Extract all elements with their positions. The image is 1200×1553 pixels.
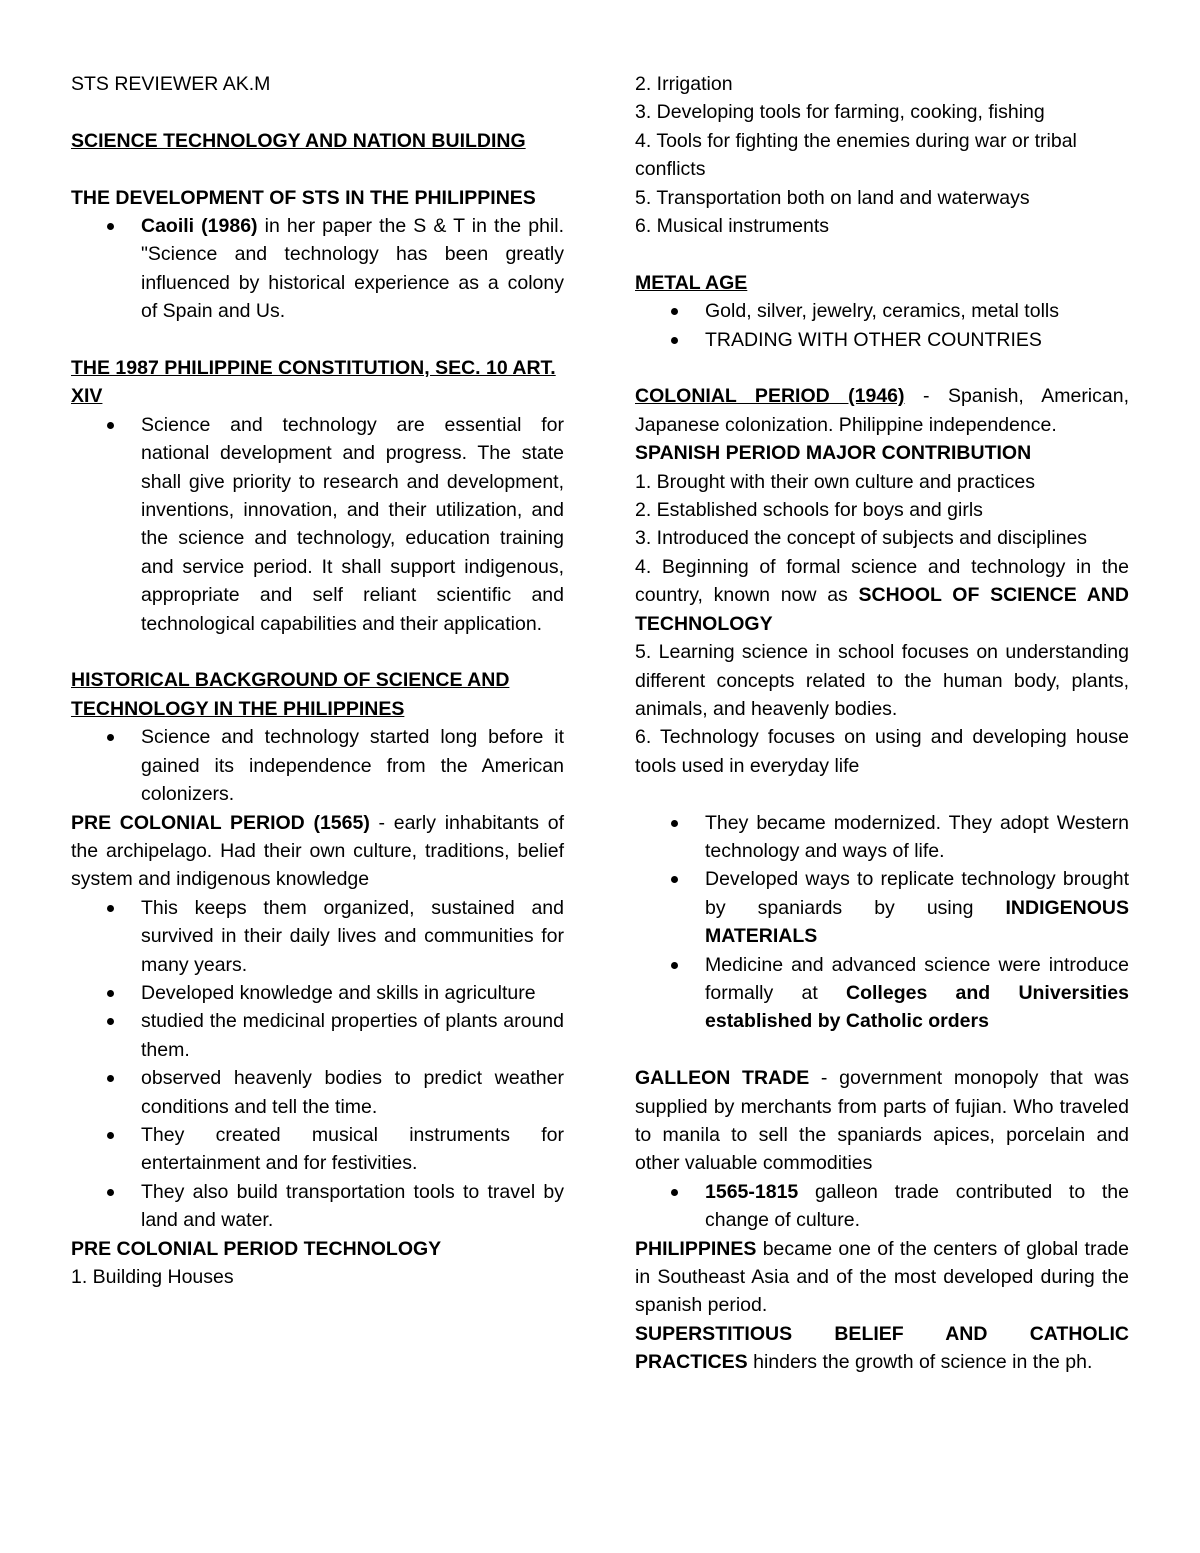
list-item: studied the medicinal properties of plants around them. bbox=[141, 1007, 564, 1064]
paragraph-text: hinders the growth of science in the ph. bbox=[747, 1351, 1093, 1374]
numbered-item: 6. Technology focuses on using and developing house tools used in everyday life bbox=[635, 726, 1129, 777]
bold-text: 1565-1815 bbox=[705, 1180, 799, 1203]
list-item: Gold, silver, jewelry, ceramics, metal tolls bbox=[705, 297, 1129, 325]
constitution-list bbox=[71, 411, 564, 638]
list-item: TRADING WITH OTHER COUNTRIES bbox=[705, 326, 1129, 354]
section-title-nation-building: SCIENCE TECHNOLOGY AND NATION BUILDING bbox=[71, 129, 526, 152]
numbered-item bbox=[635, 553, 1129, 638]
item-text: in her paper the S & T in the phil. "Science and technology has been greatly influenced by historical experience as a colony of Spain and Us. bbox=[141, 215, 564, 323]
list-item: They created musical instruments for entertainment and for festivities. bbox=[141, 1121, 564, 1178]
numbered-item: 1. Brought with their own culture and practices bbox=[635, 470, 1035, 493]
colonial-paragraph bbox=[635, 382, 1129, 439]
list-item bbox=[705, 865, 1129, 950]
list-item bbox=[705, 1178, 1129, 1235]
left-column bbox=[71, 70, 564, 1291]
document-header: STS REVIEWER AK.M bbox=[71, 73, 271, 95]
metal-age-list bbox=[635, 297, 1129, 354]
historical-list bbox=[71, 723, 564, 808]
list-item: Science and technology are essential for national development and progress. The state shall give priority to research and development, inventions, innovation, and their utilization, and the science and technology, education training and service period. It shall support indigenous, appropriate and self reliant scientific and technological capabilities and their application. bbox=[141, 411, 564, 638]
list-item bbox=[705, 951, 1129, 1036]
numbered-item: 2. Established schools for boys and girls bbox=[635, 499, 983, 522]
list-item: observed heavenly bodies to predict weather conditions and tell the time. bbox=[141, 1064, 564, 1121]
section-title-metal-age: METAL AGE bbox=[635, 271, 748, 294]
superstitious-paragraph bbox=[635, 1320, 1129, 1377]
modernization-list bbox=[635, 809, 1129, 1036]
numbered-item: 3. Introduced the concept of subjects and disciplines bbox=[635, 527, 1088, 550]
list-item: Science and technology started long before it gained its independence from the American colonizers. bbox=[141, 723, 564, 808]
item-text: galleon trade contributed to the change of culture. bbox=[705, 1180, 1129, 1232]
paragraph-text: - early inhabitants of the archipelago. Had their own culture, traditions, belief system and indigenous knowledge bbox=[71, 811, 565, 891]
section-title-development: THE DEVELOPMENT OF STS IN THE PHILIPPINES bbox=[71, 186, 536, 209]
bold-text: GALLEON TRADE bbox=[635, 1067, 810, 1090]
numbered-item: 5. Learning science in school focuses on understanding different concepts related to the human body, plants, animals, and heavenly bodies. bbox=[635, 641, 1129, 720]
section-title-historical: HISTORICAL BACKGROUND OF SCIENCE AND TECHNOLOGY IN THE PHILIPPINES bbox=[71, 669, 510, 720]
development-list bbox=[71, 212, 564, 326]
paragraph-text: became one of the centers of global trade in Southeast Asia and of the most developed during the spanish period. bbox=[635, 1237, 1129, 1317]
bold-text: INDIGENOUS MATERIALS bbox=[705, 896, 1129, 948]
bold-text: Colleges and Universities established by Catholic orders bbox=[705, 981, 1129, 1033]
item-text: Developed ways to replicate technology brought by spaniards by using bbox=[705, 868, 1129, 919]
numbered-item: 3. Developing tools for farming, cooking, fishing bbox=[635, 101, 1045, 124]
numbered-item: 2. Irrigation bbox=[635, 73, 733, 95]
paragraph-text: - Spanish, American, Japanese colonization. Philippine independence. bbox=[635, 385, 1129, 436]
numbered-item: 6. Musical instruments bbox=[635, 215, 829, 238]
section-title-pre-colonial-technology: PRE COLONIAL PERIOD TECHNOLOGY bbox=[71, 1237, 442, 1260]
bold-text: Caoili (1986) bbox=[141, 215, 258, 237]
list-item: They also build transportation tools to travel by land and water. bbox=[141, 1178, 564, 1235]
list-item: They became modernized. They adopt Western technology and ways of life. bbox=[705, 809, 1129, 866]
numbered-item: 5. Transportation both on land and waterways bbox=[635, 186, 1030, 209]
galleon-list bbox=[635, 1178, 1129, 1235]
bold-text: PRE COLONIAL PERIOD (1565) bbox=[71, 811, 370, 834]
numbered-item: 4. Tools for fighting the enemies during war or tribal conflicts bbox=[635, 129, 1077, 181]
item-text: 4. Beginning of formal science and technology in the country, known now as bbox=[635, 555, 1129, 607]
item-text: Medicine and advanced science were introduce formally at bbox=[705, 953, 1129, 1004]
philippines-paragraph bbox=[635, 1235, 1129, 1320]
numbered-item: 1. Building Houses bbox=[71, 1266, 234, 1288]
section-title-spanish: SPANISH PERIOD MAJOR CONTRIBUTION bbox=[635, 442, 1032, 465]
paragraph-text: - government monopoly that was supplied by merchants from parts of fujian. Who traveled to manila to sell the spaniards apices, porcelain and other valuable commodities bbox=[635, 1067, 1130, 1175]
galleon-paragraph bbox=[635, 1064, 1129, 1178]
bold-text: SCHOOL OF SCIENCE AND TECHNOLOGY bbox=[635, 584, 1130, 635]
bold-text: SUPERSTITIOUS BELIEF AND CATHOLIC PRACTICES bbox=[635, 1322, 1129, 1374]
pre-colonial-paragraph bbox=[71, 809, 564, 894]
list-item bbox=[141, 212, 564, 326]
list-item: Developed knowledge and skills in agriculture bbox=[141, 979, 564, 1007]
bold-text: PHILIPPINES bbox=[635, 1237, 757, 1260]
list-item: This keeps them organized, sustained and survived in their daily lives and communities for many years. bbox=[141, 894, 564, 979]
bold-text: COLONIAL PERIOD (1946) bbox=[635, 385, 905, 408]
right-column bbox=[635, 70, 1129, 1377]
section-title-constitution: THE 1987 PHILIPPINE CONSTITUTION, SEC. 10 ART. XIV bbox=[71, 357, 556, 408]
pre-colonial-list bbox=[71, 894, 564, 1235]
